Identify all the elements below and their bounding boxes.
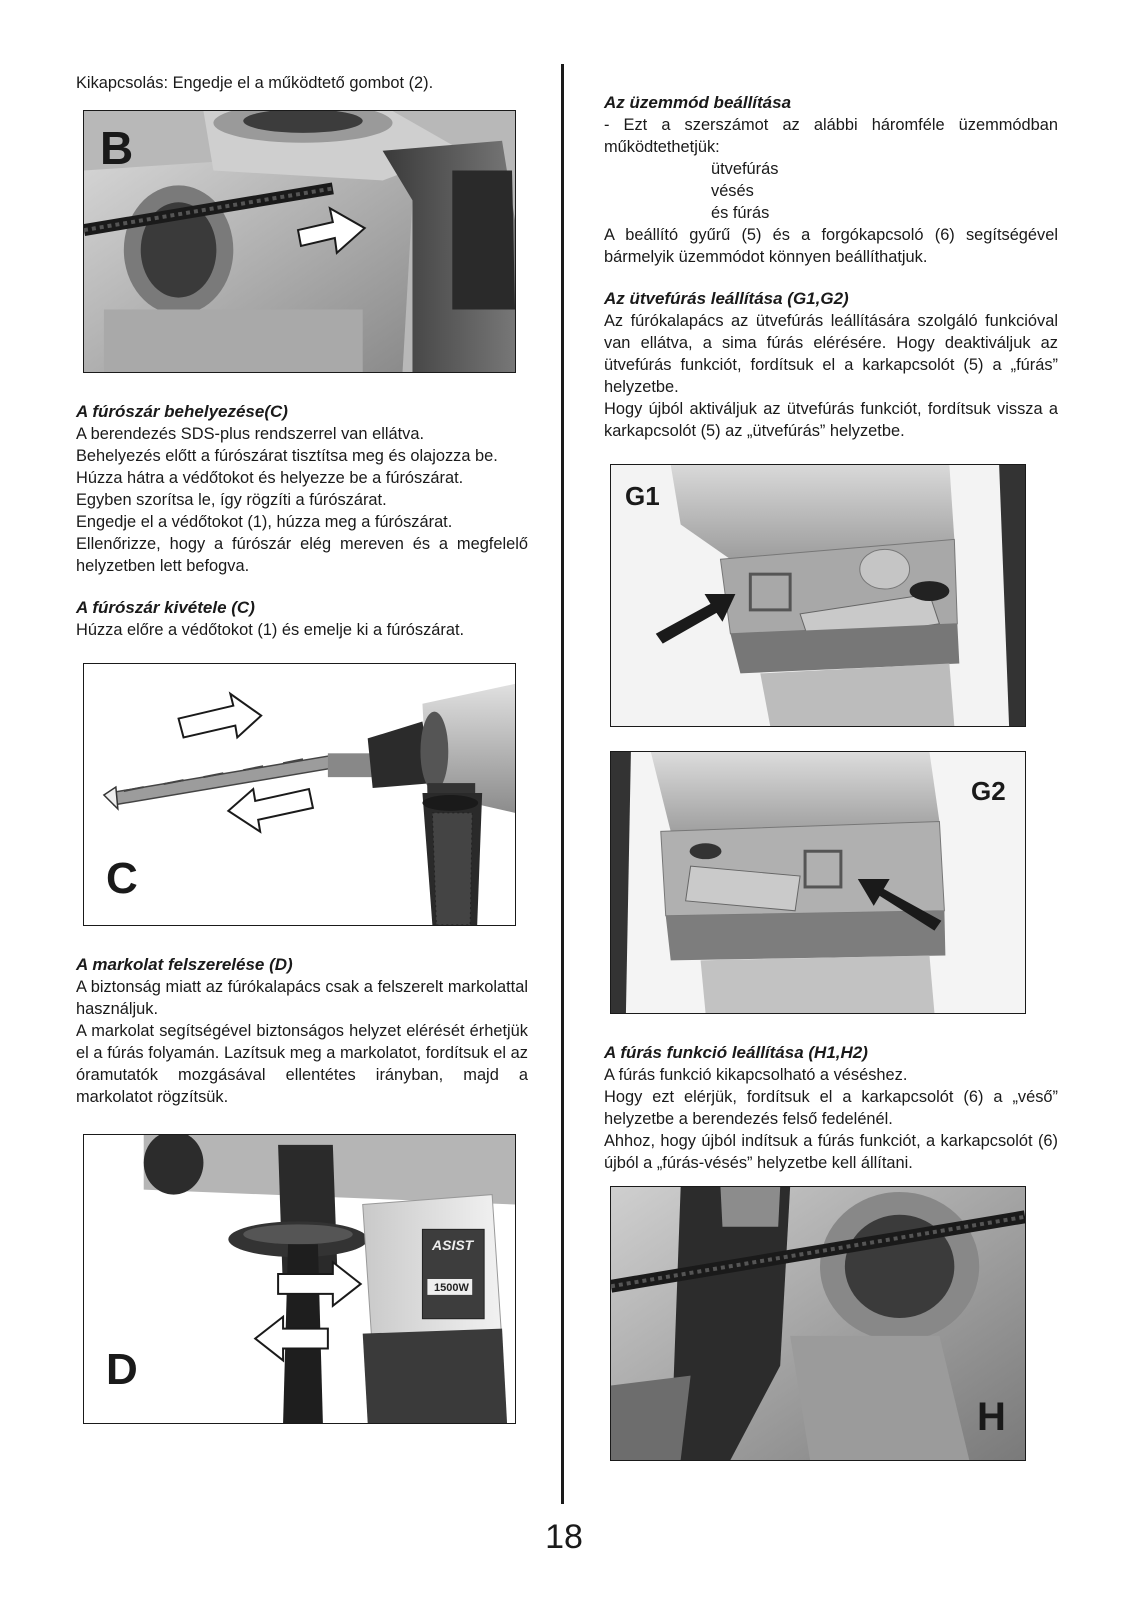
figure-b — [83, 110, 516, 373]
figure-b-illustration — [84, 111, 515, 372]
s2-title: A fúrószár kivétele (C) — [76, 598, 255, 617]
mode-item-1: ütvefúrás — [711, 160, 779, 178]
s1-line-4: Egyben szorítsa le, így rögzíti a fúrószárat. — [76, 491, 387, 509]
mode-title: Az üzemmód beállítása — [604, 93, 792, 112]
s1-line-2: Behelyezés előtt a fúrószárat tisztítsa meg és olajozza be. — [76, 447, 498, 465]
drill-stop-line-1: A fúrás funkció kikapcsolható a véséshez. — [604, 1066, 908, 1084]
s1-title: A fúrószár behelyezése(C) — [76, 402, 288, 421]
right-column — [604, 62, 1058, 1461]
figure-g1-label: G1 — [625, 481, 660, 511]
s1-line-5: Engedje el a védőtokot (1), húzza meg a fúrószárat. — [76, 513, 453, 531]
drill-stop-line-3: Ahhoz, hogy újból indítsuk a fúrás funkciót, a karkapcsolót (6) újból a „fúrás-vésés” helyzetbe kell állítani. — [604, 1132, 1058, 1172]
page-number: 18 — [545, 1518, 583, 1556]
column-divider — [561, 64, 564, 1504]
figure-c — [83, 663, 516, 926]
drill-stop-line-2: Hogy ezt elérjük, fordítsuk el a karkapcsolót (6) a „véső” helyzetbe a berendezés felső fedelénél. — [604, 1088, 1058, 1128]
mode-outro: A beállító gyűrű (5) és a forgókapcsoló (6) segítségével bármelyik üzemmódot könnyen beállíthatjuk. — [604, 226, 1058, 266]
left-column — [76, 62, 528, 1424]
s1-line-6: Ellenőrizze, hogy a fúrószár elég mereven és a megfelelő helyzetben lett befogva. — [76, 535, 528, 575]
mode-intro: - Ezt a szerszámot az alábbi háromféle üzemmódban működtethetjük: — [604, 116, 1058, 156]
figure-b-label: B — [100, 122, 134, 174]
hammer-stop-line-2: Hogy újból aktiváljuk az ütvefúrás funkciót, fordítsuk vissza a karkapcsolót (5) az „ütvefúrás” helyzetbe. — [604, 400, 1058, 440]
s2-text: Húzza előre a védőtokot (1) és emelje ki a fúrószárat. — [76, 621, 465, 639]
s3-title: A markolat felszerelése (D) — [76, 955, 293, 974]
figure-g2-label: G2 — [971, 776, 1006, 806]
mode-item-2: vésés — [711, 182, 754, 200]
figure-g2-illustration — [611, 752, 1025, 1013]
s1-line-1: A berendezés SDS-plus rendszerrel van ellátva. — [76, 425, 425, 443]
figure-g2 — [610, 751, 1026, 1014]
hammer-stop-line-1: Az fúrókalapács az ütvefúrás leállítására szolgáló funkcióval van ellátva, a sima fúrás elérésére. Hogy deaktiváljuk az ütvefúrás funkciót, fordítsuk el a karkapcsolót (5) a „fúrás” helyzetbe. — [604, 312, 1058, 396]
figure-d-brand: ASIST — [432, 1237, 474, 1253]
drill-stop-title: A fúrás funkció leállítása (H1,H2) — [604, 1043, 868, 1062]
figure-g1 — [610, 464, 1026, 727]
mode-item-3: és fúrás — [711, 204, 770, 222]
s3-line-1: A biztonság miatt az fúrókalapács csak a felszerelt markolattal használjuk. — [76, 978, 528, 1018]
s1-line-3: Húzza hátra a védőtokot és helyezze be a fúrószárat. — [76, 469, 464, 487]
s3-line-2: A markolat segítségével biztonságos helyzet elérését érhetjük el a fúrás folyamán. Lazítsuk meg a markolatot, fordítsuk el az óramutatók mozgásával ellentétes irányban, majd a markolatot rögzítsük. — [76, 1022, 528, 1106]
figure-d — [83, 1134, 516, 1424]
figure-d-label: D — [106, 1345, 138, 1394]
figure-d-illustration — [84, 1135, 515, 1423]
figure-h — [610, 1186, 1026, 1461]
figure-h-illustration — [611, 1187, 1025, 1460]
figure-c-label: C — [106, 854, 138, 903]
switch-off-text: Kikapcsolás: Engedje el a működtető gombot (2). — [76, 74, 434, 92]
figure-g1-illustration — [611, 465, 1025, 726]
figure-c-illustration — [84, 664, 515, 925]
figure-h-label: H — [977, 1395, 1006, 1439]
hammer-stop-title: Az ütvefúrás leállítása (G1,G2) — [604, 289, 849, 308]
figure-d-power: 1500W — [434, 1282, 469, 1294]
